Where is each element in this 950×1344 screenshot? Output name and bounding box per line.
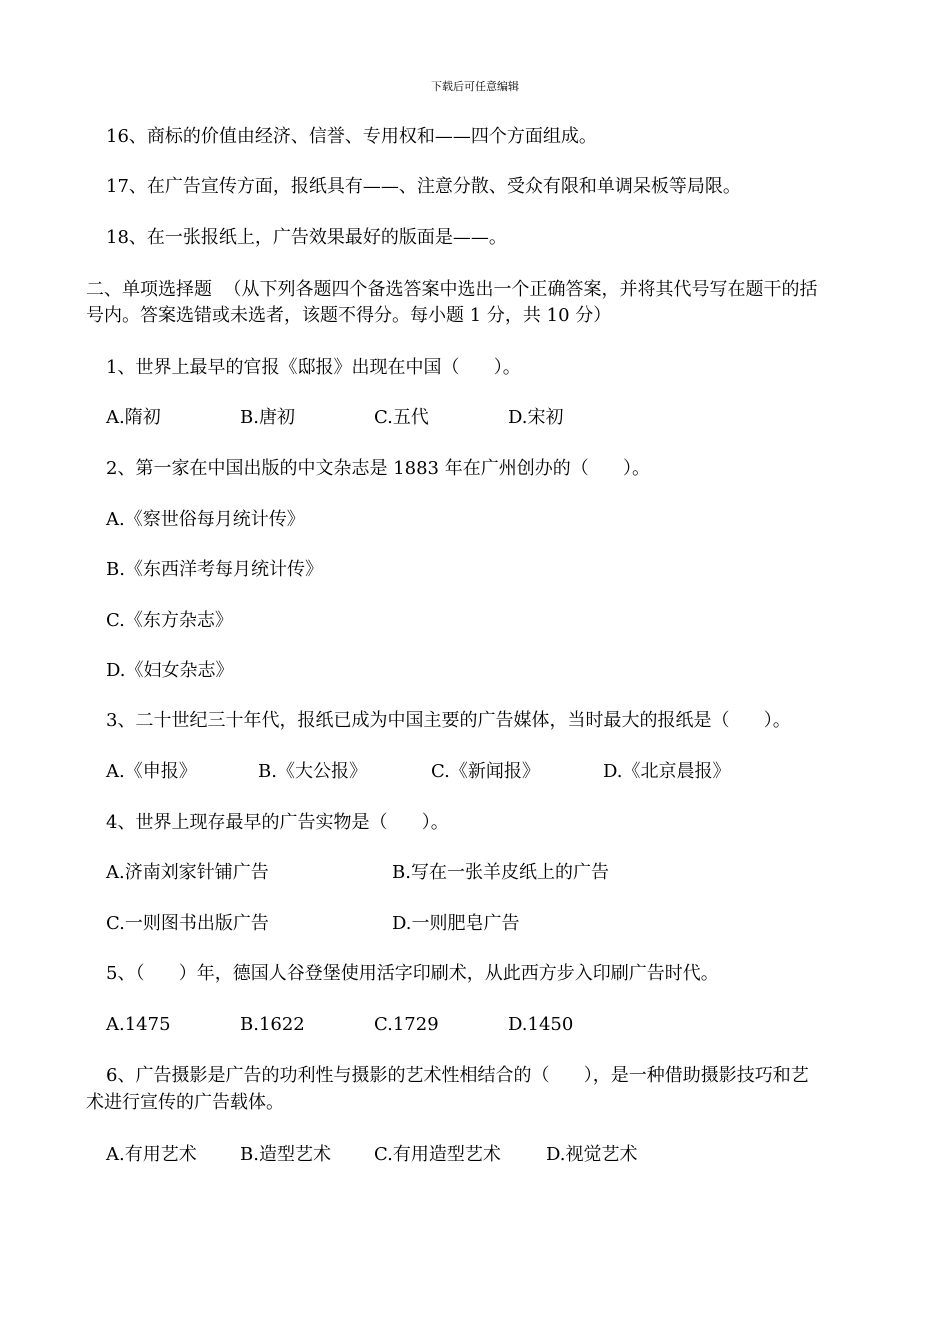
question-1-option-a: A.隋初 — [106, 407, 161, 428]
question-4-stem: 4、世界上现存最早的广告实物是（ ）。 — [106, 812, 449, 833]
question-2-option-b: B.《东西洋考每月统计传》 — [106, 559, 323, 580]
question-6-option-b: B.造型艺术 — [240, 1144, 331, 1165]
question-16: 16、商标的价值由经济、信誉、专用权和——四个方面组成。 — [106, 126, 597, 147]
question-5-option-b: B.1622 — [240, 1014, 305, 1035]
question-3-option-d: D.《北京晨报》 — [603, 761, 731, 782]
question-4-option-a: A.济南刘家针铺广告 — [106, 862, 269, 883]
question-3-option-b: B.《大公报》 — [258, 761, 367, 782]
question-2-option-d: D.《妇女杂志》 — [106, 660, 234, 681]
question-5-option-d: D.1450 — [508, 1014, 574, 1035]
question-6-stem-line2: 术进行宣传的广告载体。 — [86, 1092, 284, 1113]
question-2-stem: 2、第一家在中国出版的中文杂志是 1883 年在广州创办的（ ）。 — [106, 458, 651, 479]
question-4-option-c: C.一则图书出版广告 — [106, 913, 269, 934]
section-2-title-line2: 号内。答案选错或未选者，该题不得分。每小题 1 分，共 10 分） — [86, 305, 612, 326]
question-5-option-a: A.1475 — [106, 1014, 171, 1035]
question-4-option-d: D.一则肥皂广告 — [392, 913, 520, 934]
question-18: 18、在一张报纸上，广告效果最好的版面是——。 — [106, 227, 507, 248]
question-6-stem-line1: 6、广告摄影是广告的功利性与摄影的艺术性相结合的（ ），是一种借助摄影技巧和艺 — [106, 1065, 809, 1086]
question-2-option-a: A.《察世俗每月统计传》 — [106, 509, 305, 530]
question-5-stem: 5、（ ）年，德国人谷登堡使用活字印刷术，从此西方步入印刷广告时代。 — [106, 963, 719, 984]
question-1-option-b: B.唐初 — [240, 407, 295, 428]
question-2-option-c: C.《东方杂志》 — [106, 610, 233, 631]
question-17: 17、在广告宣传方面，报纸具有——、注意分散、受众有限和单调呆板等局限。 — [106, 176, 741, 197]
question-5-option-c: C.1729 — [374, 1014, 439, 1035]
question-3-stem: 3、二十世纪三十年代，报纸已成为中国主要的广告媒体，当时最大的报纸是（ ）。 — [106, 710, 791, 731]
question-6-option-a: A.有用艺术 — [106, 1144, 197, 1165]
question-3-option-c: C.《新闻报》 — [431, 761, 540, 782]
question-3-option-a: A.《申报》 — [106, 761, 197, 782]
question-1-option-d: D.宋初 — [508, 407, 564, 428]
question-4-option-b: B.写在一张羊皮纸上的广告 — [392, 862, 609, 883]
question-1-option-c: C.五代 — [374, 407, 429, 428]
question-1-stem: 1、世界上最早的官报《邸报》出现在中国（ ）。 — [106, 357, 521, 378]
question-6-option-c: C.有用造型艺术 — [374, 1144, 501, 1165]
section-2-title-line1: 二、单项选择题 （从下列各题四个备选答案中选出一个正确答案，并将其代号写在题干的括 — [86, 279, 818, 300]
page-header: 下载后可任意编辑 — [431, 80, 519, 93]
question-6-option-d: D.视觉艺术 — [546, 1144, 638, 1165]
